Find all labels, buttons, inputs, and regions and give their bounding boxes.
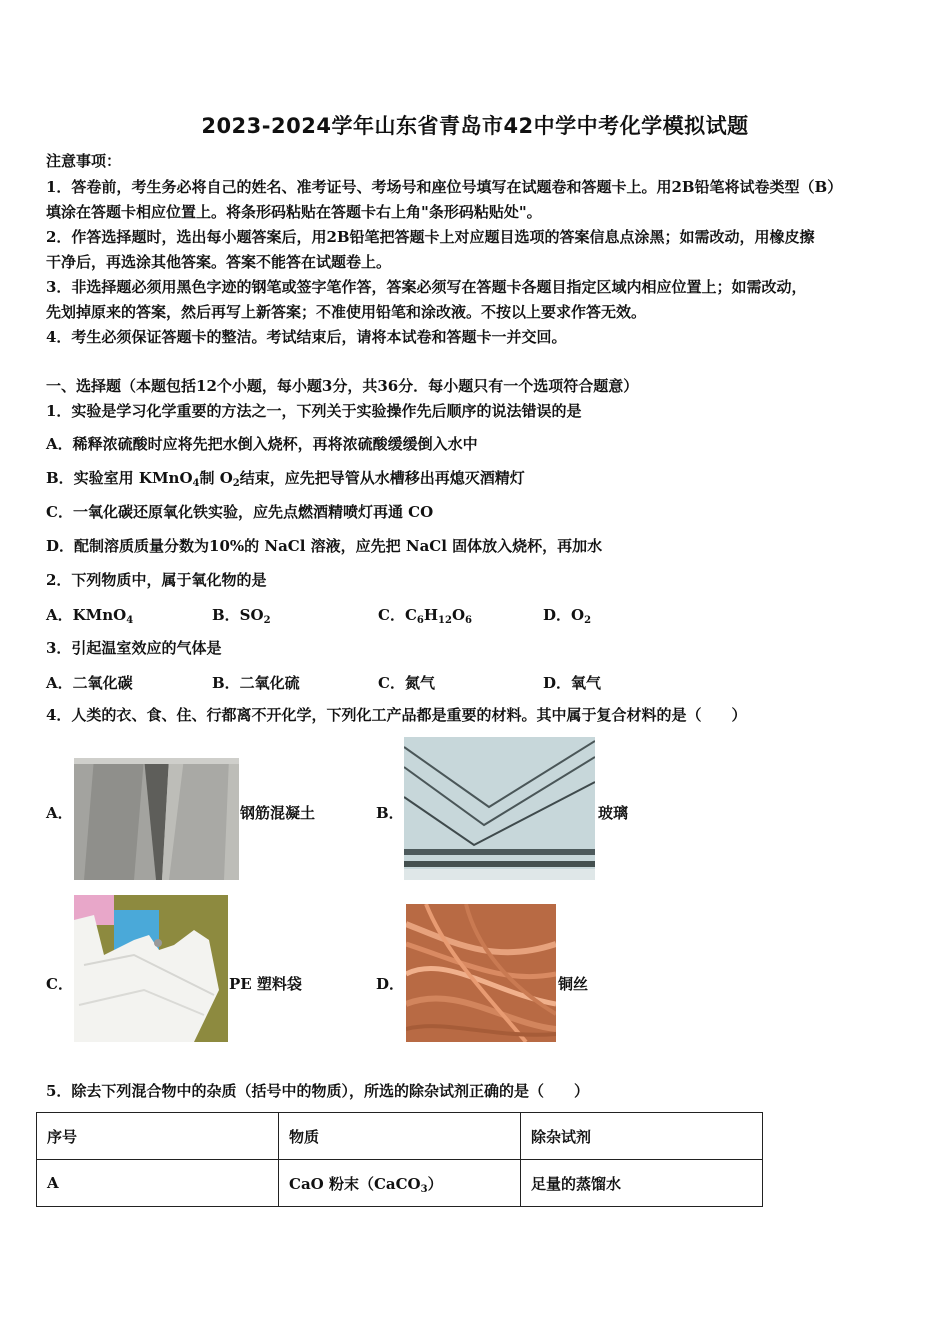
q1-option-c: C．一氧化碳还原氧化铁实验，应先点燃酒精喷灯再通 CO — [46, 503, 434, 521]
q2-option-b — [212, 604, 271, 625]
q5-table — [36, 1112, 763, 1207]
q1-option-b — [46, 468, 525, 488]
notice-line: 先划掉原来的答案，然后再写上新答案；不准使用铅笔和涂改液。不按以上要求作答无效。 — [46, 303, 647, 321]
notice-line: 填涂在答题卡相应位置上。将条形码粘贴在答题卡右上角"条形码粘贴处"。 — [46, 203, 542, 221]
table-cell-sub: 3 — [420, 1183, 428, 1195]
question-4-stem: 4．人类的衣、食、住、行都离不开化学，下列化工产品都是重要的材料。其中属于复合材料的是（ ） — [46, 706, 747, 724]
q2-a-sub: 4 — [126, 615, 134, 626]
q4-option-c-letter: C． — [46, 975, 73, 993]
notice-heading: 注意事项： — [46, 152, 122, 170]
q2-c-sub: 6 — [416, 615, 424, 626]
notice-line: 2．作答选择题时，选出每小题答案后，用2B铅笔把答题卡上对应题目选项的答案信息点涂黑；如需改动，用橡皮擦 — [46, 228, 815, 246]
q2-option-c — [378, 604, 472, 625]
table-header-cell: 序号 — [37, 1113, 279, 1160]
notice-line: 3．非选择题必须用黑色字迹的钢笔或签字笔作答，答案必须写在答题卡各题目指定区域内相应位置上；如需改动， — [46, 278, 807, 296]
q2-a-text: A．KMnO — [46, 606, 127, 624]
q1-b-sub: 2 — [232, 478, 240, 489]
plastic-bag-image — [74, 895, 228, 1042]
q2-c-text: C．C — [378, 606, 417, 624]
question-5-stem: 5．除去下列混合物中的杂质（括号中的物质），所选的除杂试剂正确的是（ ） — [46, 1082, 589, 1100]
q4-option-a-letter: A． — [46, 804, 73, 822]
section-heading: 一、选择题（本题包括12个小题，每小题3分，共36分．每小题只有一个选项符合题意） — [46, 377, 639, 395]
question-3-stem: 3．引起温室效应的气体是 — [46, 639, 222, 657]
q2-b-text: B．SO — [212, 606, 264, 624]
q1-option-d: D．配制溶质质量分数为10%的 NaCl 溶液，应先把 NaCl 固体放入烧杯，再加水 — [46, 537, 603, 555]
table-cell: 足量的蒸馏水 — [521, 1160, 763, 1207]
page-title: 2023-2024学年山东省青岛市42中学中考化学模拟试题 — [201, 114, 749, 138]
q2-d-text: D．O — [543, 606, 585, 624]
question-2-stem: 2．下列物质中，属于氧化物的是 — [46, 571, 267, 589]
table-header-cell: 物质 — [279, 1113, 521, 1160]
q2-d-sub: 2 — [584, 615, 592, 626]
notice-line: 1．答卷前，考生务必将自己的姓名、准考证号、考场号和座位号填写在试题卷和答题卡上。用2B铅笔将试卷类型（B） — [46, 178, 843, 196]
q1-b-text: 结束，应先把导管从水槽移出再熄灭酒精灯 — [239, 469, 525, 487]
table-cell — [279, 1160, 521, 1207]
q2-option-d — [543, 604, 591, 625]
q2-option-a — [46, 604, 133, 625]
table-header-row — [37, 1113, 763, 1160]
q1-b-text: 制 O — [199, 469, 233, 487]
q2-c-sub: 6 — [465, 615, 473, 626]
table-cell-text: CaO 粉末（CaCO — [289, 1174, 421, 1193]
q4-option-b-letter: B． — [376, 804, 404, 822]
q2-c-text: H — [423, 606, 439, 624]
q1-option-a: A．稀释浓硫酸时应将先把水倒入烧杯，再将浓硫酸缓缓倒入水中 — [46, 435, 478, 453]
q4-option-a-label: 钢筋混凝土 — [240, 804, 316, 822]
table-header-cell: 除杂试剂 — [521, 1113, 763, 1160]
copper-wire-image — [406, 904, 556, 1042]
q1-b-text: B．实验室用 KMnO — [46, 469, 193, 487]
table-cell-text: ） — [427, 1174, 443, 1193]
table-cell: A — [37, 1160, 279, 1207]
q2-c-text: O — [451, 606, 466, 624]
concrete-image — [74, 758, 239, 880]
q1-b-sub: 4 — [192, 478, 200, 489]
table-row — [37, 1160, 763, 1207]
q4-option-b-label: 玻璃 — [598, 804, 629, 822]
q3-option-a: A．二氧化碳 — [46, 674, 133, 692]
q4-option-c-label: PE 塑料袋 — [229, 975, 302, 993]
q2-c-sub: 12 — [438, 615, 452, 626]
glass-image — [404, 737, 595, 880]
q4-option-d-label: 铜丝 — [558, 975, 589, 993]
q3-option-d: D．氧气 — [543, 674, 602, 692]
question-1-stem: 1．实验是学习化学重要的方法之一，下列关于实验操作先后顺序的说法错误的是 — [46, 402, 582, 420]
q3-option-c: C．氮气 — [378, 674, 435, 692]
q2-b-sub: 2 — [263, 615, 271, 626]
notice-line: 干净后，再选涂其他答案。答案不能答在试题卷上。 — [46, 253, 392, 271]
q3-option-b: B．二氧化硫 — [212, 674, 300, 692]
notice-line: 4．考生必须保证答题卡的整洁。考试结束后，请将本试卷和答题卡一并交回。 — [46, 328, 567, 346]
q4-option-d-letter: D． — [376, 975, 405, 993]
